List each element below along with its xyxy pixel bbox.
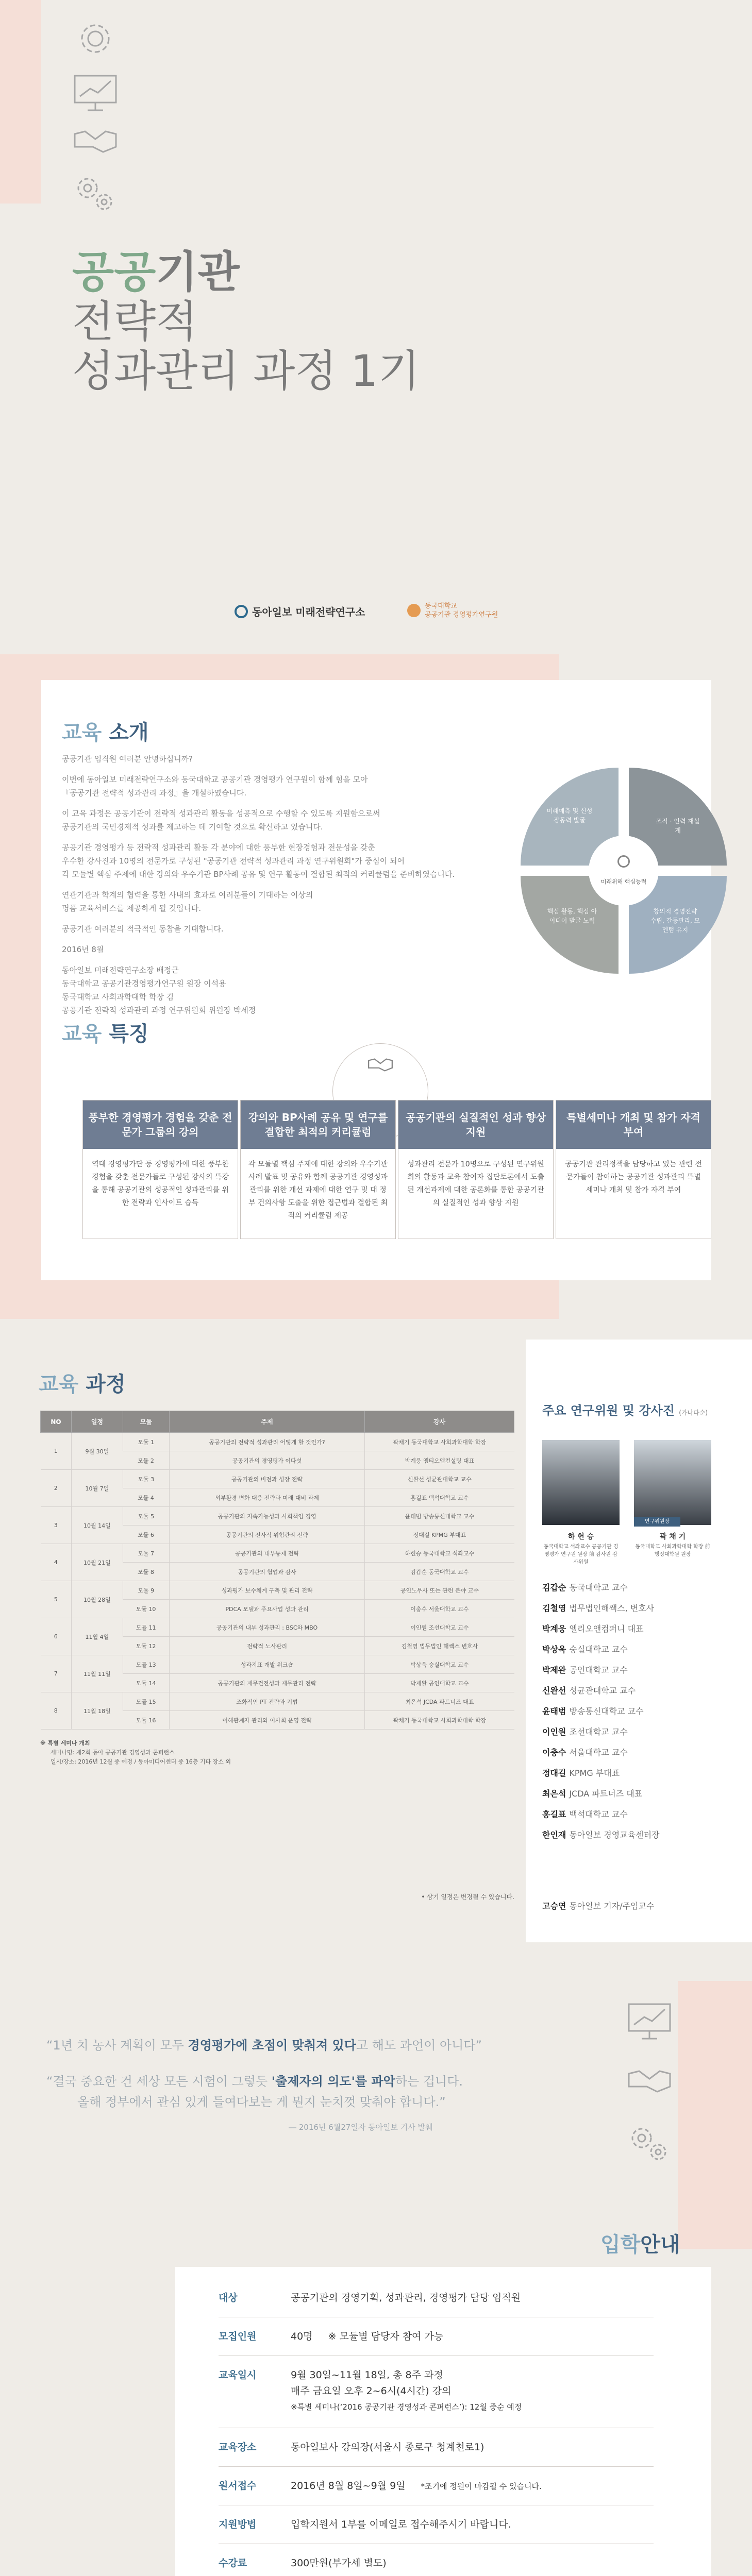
row-no: 4 bbox=[41, 1544, 72, 1581]
faculty-name: 이인원 bbox=[542, 1727, 566, 1737]
row-no: 1 bbox=[41, 1433, 72, 1470]
logo-univ-line1: 동국대학교 bbox=[425, 602, 457, 610]
user-icon bbox=[617, 855, 630, 868]
col-module: 모듈 bbox=[123, 1411, 169, 1433]
row-lecturer: 하헌승 동국대학교 석좌교수 bbox=[365, 1544, 514, 1563]
table-row bbox=[41, 1692, 514, 1711]
faculty-title: KPMG 부대표 bbox=[569, 1768, 620, 1778]
intro-p7: 각 모듈별 핵심 주제에 대한 강의와 우수기관 BP사례 공유 및 연구 활동이 결합된 최적의 커리큘럼을 준비하였습니다. bbox=[62, 870, 455, 879]
course-table-body bbox=[41, 1433, 514, 1730]
intro-card bbox=[41, 680, 711, 1280]
univ-logo-icon bbox=[407, 604, 421, 617]
row-lecturer: 곽채기 동국대학교 사회과학대학 학장 bbox=[365, 1433, 514, 1451]
row-no: 8 bbox=[41, 1692, 72, 1730]
adm-target-k: 대상 bbox=[219, 2292, 238, 2303]
course-table-wrap bbox=[40, 1411, 514, 1901]
row-lecturer: 박상욱 숭실대학교 교수 bbox=[365, 1655, 514, 1674]
intro-p10: 공공기관 여러분의 적극적인 동참을 기대합니다. bbox=[62, 924, 224, 934]
row-module: 모듈 16 bbox=[123, 1711, 169, 1730]
faculty-title: 법무법인해쌕스, 변호사 bbox=[569, 1603, 655, 1613]
intro-p1: 이번에 동아일보 미래전략연구소와 동국대학교 공공기관 경영평가 연구원이 함께 힘을 모아 bbox=[62, 775, 368, 784]
adm-method-k: 지원방법 bbox=[219, 2519, 257, 2530]
quote-2c: 하는 겁니다. bbox=[395, 2074, 463, 2089]
row-lecturer: 김철영 법무법인 해쌕스 변호사 bbox=[365, 1637, 514, 1655]
adm-recruit-k: 모집인원 bbox=[219, 2331, 257, 2342]
faculty-heading bbox=[542, 1400, 708, 1418]
row-lecturer: 공인노무사 또는 관련 분야 교수 bbox=[365, 1581, 514, 1600]
adm-apply-note: *조기에 정원이 마감될 수 있습니다. bbox=[421, 2482, 542, 2491]
faculty-last-title: 동아일보 기자/주임교수 bbox=[569, 1901, 655, 1911]
intro-p5: 공공기관 경영평가 등 전략적 성과관리 활동 각 분야에 대한 풍부한 현장경험과 전문성을 갖춘 bbox=[62, 843, 375, 852]
quadrant-q2: 조직 · 인력 재설계 bbox=[656, 818, 700, 834]
adm-fee-v: 300만원(부가세 별도) bbox=[291, 2557, 387, 2569]
feature-2-body: 각 모듈별 핵심 주제에 대한 강의와 우수기관 사례 발표 및 공유와 함께 공공기관 경영성과 관리를 위한 개선 과제에 대한 연구 및 대 정부 건의사항 도출을 위한 접근법과 결합된 최적의 커리큘럼 제공 bbox=[248, 1160, 388, 1220]
quote-2b: '출제자의 의도'를 파악 bbox=[271, 2074, 395, 2089]
col-date: 일정 bbox=[71, 1411, 123, 1433]
row-module: 모듈 9 bbox=[123, 1581, 169, 1600]
row-no: 3 bbox=[41, 1507, 72, 1544]
faculty-p1-desc: 동국대학교 석좌교수 공공기관 경영평가 연구원 원장 前 감사원 감사위원 bbox=[543, 1544, 619, 1565]
faculty-list-item bbox=[542, 1578, 748, 1598]
row-module: 모듈 11 bbox=[123, 1618, 169, 1637]
quote-2d: 올해 정부에서 관심 있게 들여다보는 게 뭔지 눈치껏 맞춰야 합니다.” bbox=[77, 2095, 446, 2109]
faculty-title: 백석대학교 교수 bbox=[569, 1809, 628, 1819]
course-table-header bbox=[41, 1411, 514, 1433]
faculty-title: 조선대학교 교수 bbox=[569, 1727, 628, 1737]
adm-recruit-note: ※ 모듈별 담당자 참여 가능 bbox=[328, 2331, 444, 2342]
quote-2a: “결국 중요한 건 세상 모든 시험이 그렇듯 bbox=[46, 2074, 272, 2089]
faculty-list-item bbox=[542, 1681, 748, 1701]
row-module: 모듈 15 bbox=[123, 1692, 169, 1711]
row-date: 10월 7일 bbox=[71, 1470, 123, 1507]
feature-card-1 bbox=[82, 1100, 238, 1239]
adm-divider-2 bbox=[219, 2355, 654, 2356]
faculty-name: 박계웅 bbox=[542, 1624, 566, 1634]
faculty-name: 윤태범 bbox=[542, 1706, 566, 1716]
row-topic: 조화적인 PT 전략과 기법 bbox=[169, 1692, 365, 1711]
logo-univ bbox=[407, 602, 498, 619]
row-no: 2 bbox=[41, 1470, 72, 1507]
faculty-list-item bbox=[542, 1742, 748, 1763]
row-no: 5 bbox=[41, 1581, 72, 1618]
quote-1a: “1년 치 농사 계획이 모두 bbox=[46, 2038, 188, 2053]
faculty-title: 방송통신대학교 교수 bbox=[569, 1706, 644, 1716]
feature-card-4 bbox=[556, 1100, 711, 1239]
features-row bbox=[82, 1100, 716, 1240]
row-module: 모듈 8 bbox=[123, 1563, 169, 1581]
row-date: 11월 18일 bbox=[71, 1692, 123, 1730]
row-topic: 전략적 노사관리 bbox=[169, 1637, 365, 1655]
course-table bbox=[40, 1411, 514, 1730]
row-date: 11월 11일 bbox=[71, 1655, 123, 1692]
quote-line-2 bbox=[46, 2071, 639, 2092]
row-topic: 공공기관의 지속가능성과 사회책임 경영 bbox=[169, 1507, 365, 1526]
row-lecturer: 윤태범 방송통신대학교 교수 bbox=[365, 1507, 514, 1526]
hero-title-line1b: 기관 bbox=[156, 247, 240, 297]
handshake-icon bbox=[72, 124, 119, 160]
faculty-heading-text: 주요 연구위원 및 강사진 bbox=[542, 1403, 675, 1418]
quote-1c: 고 해도 과언이 아니다” bbox=[356, 2038, 482, 2053]
gears-icon bbox=[72, 170, 119, 216]
faculty-name: 박제완 bbox=[542, 1665, 566, 1675]
faculty-list-item bbox=[542, 1660, 748, 1681]
course-note-right: • 상기 일정은 변경될 수 있습니다. bbox=[421, 1893, 514, 1901]
quadrant-q3: 창의적 경영전략 수립, 갈등관리, 모멘텀 유지 bbox=[650, 908, 700, 934]
course-note-1: 세미나명: 제2회 동아 공공기관 경영성과 콘퍼런스 bbox=[51, 1749, 175, 1756]
row-topic: PDCA 모델과 주요사업 성과 관리 bbox=[169, 1600, 365, 1618]
row-date: 9월 30일 bbox=[71, 1433, 123, 1470]
feature-1-body: 역대 경영평가단 등 경영평가에 대한 풍부한 경험을 갖춘 전문가들로 구성된 강사의 특강을 통해 공공기관의 성공적인 성과관리를 위한 전략과 인사이트 습득 bbox=[92, 1160, 229, 1207]
admission-heading-a: 입학 bbox=[600, 2233, 641, 2257]
table-row bbox=[41, 1581, 514, 1600]
faculty-list-item bbox=[542, 1763, 748, 1784]
intro-p14: 동국대학교 사회과학대학 학장 김 bbox=[62, 992, 174, 1002]
course-heading-a: 교육 bbox=[39, 1372, 79, 1396]
intro-p13: 동국대학교 공공기관경영평가연구원 원장 이석용 bbox=[62, 979, 226, 988]
faculty-p2-badge: 연구위원장 bbox=[634, 1517, 680, 1527]
intro-heading bbox=[62, 716, 149, 745]
row-module: 모듈 5 bbox=[123, 1507, 169, 1526]
adm-place-v: 동아일보사 강의장(서울시 종로구 청계천로1) bbox=[291, 2442, 484, 2453]
faculty-last-name: 고승연 bbox=[542, 1901, 566, 1911]
faculty-p2-desc: 동국대학교 사회과학대학 학장 前 행정대학원 원장 bbox=[635, 1544, 710, 1557]
faculty-title: 성균관대학교 교수 bbox=[569, 1686, 636, 1696]
intro-p15: 공공기관 전략적 성과관리 과정 연구위원회 위원장 박세정 bbox=[62, 1006, 256, 1015]
hero-peach-band bbox=[0, 0, 41, 204]
row-lecturer: 신완선 성균관대학교 교수 bbox=[365, 1470, 514, 1488]
quadrant-q4: 핵심 활동, 핵심 아이디어 발굴 노력 bbox=[547, 908, 597, 924]
row-topic: 공공기관의 전략적 성과관리 어떻게 할 것인가? bbox=[169, 1433, 365, 1451]
faculty-panel bbox=[526, 1340, 752, 1942]
quadrant-center bbox=[589, 836, 659, 906]
adm-fee-k: 수강료 bbox=[219, 2557, 247, 2569]
feature-card-2 bbox=[240, 1100, 396, 1239]
row-topic: 공공기관의 전사적 위험관리 전략 bbox=[169, 1526, 365, 1544]
row-topic: 외부환경 변화 대응 전략과 미래 대비 과제 bbox=[169, 1488, 365, 1507]
faculty-heading-sub: (가나다순) bbox=[679, 1409, 708, 1416]
intro-p6: 우수한 강사진과 10명의 전문가로 구성된 "공공기관 전략적 성과관리 과정 연구위원회"가 중심이 되어 bbox=[62, 856, 405, 866]
chart-monitor-icon-2 bbox=[626, 2002, 673, 2043]
faculty-name: 한인재 bbox=[542, 1830, 566, 1840]
adm-target-v: 공공기관의 경영기획, 성과관리, 경영평가 담당 임직원 bbox=[291, 2292, 521, 2303]
handshake-center-icon bbox=[365, 1055, 396, 1075]
adm-apply-k: 원서접수 bbox=[219, 2480, 257, 2492]
row-module: 모듈 2 bbox=[123, 1451, 169, 1470]
faculty-p2-name: 곽 채 기 bbox=[659, 1533, 686, 1541]
faculty-title: 동아일보 경영교육센터장 bbox=[569, 1830, 660, 1840]
faculty-list-item bbox=[542, 1825, 748, 1845]
course-note-title: ※ 특별 세미나 개최 bbox=[40, 1740, 90, 1747]
course-heading bbox=[39, 1368, 126, 1397]
faculty-p1-name: 하 헌 승 bbox=[567, 1533, 594, 1541]
row-lecturer: 박제완 공인대학교 교수 bbox=[365, 1674, 514, 1692]
faculty-name: 박상욱 bbox=[542, 1645, 566, 1654]
row-topic: 공공기관의 경영평가 이다섯 bbox=[169, 1451, 365, 1470]
intro-body bbox=[62, 752, 526, 1017]
table-row bbox=[41, 1433, 514, 1451]
row-date: 10월 28일 bbox=[71, 1581, 123, 1618]
row-topic: 공공기관의 비전과 성장 전략 bbox=[169, 1470, 365, 1488]
faculty-name: 김갑순 bbox=[542, 1583, 566, 1592]
row-no: 7 bbox=[41, 1655, 72, 1692]
adm-apply-v: 2016년 8월 8일~9월 9일 bbox=[291, 2480, 406, 2492]
intro-p11: 2016년 8월 bbox=[62, 945, 104, 954]
quadrant-q1: 미래예측 및 신성장동력 발굴 bbox=[546, 807, 593, 824]
faculty-name: 홍길표 bbox=[542, 1809, 566, 1819]
faculty-photo-2 bbox=[634, 1440, 711, 1525]
faculty-list-item bbox=[542, 1722, 748, 1742]
row-lecturer: 정대길 KPMG 부대표 bbox=[365, 1526, 514, 1544]
row-module: 모듈 14 bbox=[123, 1674, 169, 1692]
feature-4-title: 특별세미나 개최 및 참가 자격 부여 bbox=[556, 1100, 711, 1149]
row-lecturer: 박계웅 엠티오엠컨설팅 대표 bbox=[365, 1451, 514, 1470]
row-module: 모듈 10 bbox=[123, 1600, 169, 1618]
row-date: 10월 21일 bbox=[71, 1544, 123, 1581]
hero-title-line3: 성과관리 과정 1기 bbox=[72, 346, 420, 396]
adm-divider-4 bbox=[219, 2466, 654, 2467]
features-heading-b: 특징 bbox=[102, 1022, 149, 1046]
row-topic: 이해관계자 관리와 이사회 운영 전략 bbox=[169, 1711, 365, 1730]
gear-icon bbox=[72, 15, 119, 62]
adm-recruit-v: 40명 bbox=[291, 2331, 313, 2342]
table-row bbox=[41, 1618, 514, 1637]
adm-sched-2: 매주 금요일 오후 2~6시(4시간) 강의 bbox=[291, 2385, 452, 2397]
row-module: 모듈 4 bbox=[123, 1488, 169, 1507]
intro-p8: 연관기관과 학계의 협력을 통한 사내의 효과로 여러분들이 기대하는 이상의 bbox=[62, 890, 313, 900]
row-module: 모듈 7 bbox=[123, 1544, 169, 1563]
faculty-name: 최은석 bbox=[542, 1789, 566, 1799]
faculty-name: 이충수 bbox=[542, 1748, 566, 1757]
row-module: 모듈 6 bbox=[123, 1526, 169, 1544]
features-heading bbox=[62, 1018, 149, 1047]
faculty-photo-1 bbox=[542, 1440, 620, 1525]
feature-4-body: 공공기관 관리정책을 담당하고 있는 관련 전문가들이 참여하는 공공기관 성과관리 특별세미나 개최 및 참가 자격 부여 bbox=[565, 1160, 702, 1194]
col-topic: 주제 bbox=[169, 1411, 365, 1433]
faculty-list-item bbox=[542, 1804, 748, 1825]
table-row bbox=[41, 1507, 514, 1526]
faculty-title: 엘리오앤컴퍼니 대표 bbox=[569, 1624, 644, 1634]
row-topic: 공공기관의 내부 성과관리 : BSC와 MBO bbox=[169, 1618, 365, 1637]
quote-source: ― 2016년 6월27일자 동아일보 기사 발췌 bbox=[289, 2123, 433, 2132]
intro-heading-b: 소개 bbox=[102, 721, 149, 744]
faculty-list-item bbox=[542, 1619, 748, 1639]
intro-heading-a: 교육 bbox=[62, 721, 102, 744]
row-topic: 성과평가 보수체계 구축 및 관리 전략 bbox=[169, 1581, 365, 1600]
intro-p12: 동아일보 미래전략연구소장 배정근 bbox=[62, 965, 179, 975]
faculty-name: 김철영 bbox=[542, 1603, 566, 1613]
quadrant-center-label: 미래위해 핵심능력 bbox=[600, 878, 647, 885]
course-note bbox=[40, 1739, 514, 1767]
features-heading-a: 교육 bbox=[62, 1022, 102, 1046]
adm-sched-1: 9월 30일~11월 18일, 총 8주 과정 bbox=[291, 2369, 443, 2381]
hero-title-line1a: 공공 bbox=[72, 247, 156, 297]
intro-p2: 『공공기관 전략적 성과관리 과정』을 개설하였습니다. bbox=[62, 788, 247, 798]
donga-logo-icon bbox=[235, 605, 248, 618]
row-no: 6 bbox=[41, 1618, 72, 1655]
quote-1b: 경영평가에 초점이 맞춰져 있다 bbox=[188, 2038, 356, 2053]
feature-2-title: 강의와 BP사례 공유 및 연구를 결합한 최적의 커리큘럼 bbox=[241, 1100, 395, 1149]
admission-heading-b: 안내 bbox=[640, 2233, 680, 2257]
table-row bbox=[41, 1470, 514, 1488]
handshake-icon-2 bbox=[626, 2063, 673, 2099]
faculty-title: 공인대학교 교수 bbox=[569, 1665, 628, 1675]
row-lecturer: 이충수 서울대학교 교수 bbox=[365, 1600, 514, 1618]
row-topic: 성과지표 개발 워크숍 bbox=[169, 1655, 365, 1674]
row-module: 모듈 12 bbox=[123, 1637, 169, 1655]
row-module: 모듈 13 bbox=[123, 1655, 169, 1674]
quote-line-1 bbox=[46, 2035, 639, 2056]
quadrant-svg bbox=[518, 765, 729, 976]
faculty-name: 신완선 bbox=[542, 1686, 566, 1696]
faculty-title: 서울대학교 교수 bbox=[569, 1748, 628, 1757]
row-date: 11월 4일 bbox=[71, 1618, 123, 1655]
faculty-list-item bbox=[542, 1639, 748, 1660]
row-lecturer: 최은석 JCDA 파트너즈 대표 bbox=[365, 1692, 514, 1711]
adm-method-v: 입학지원서 1부를 이메일로 접수해주시기 바랍니다. bbox=[291, 2519, 511, 2530]
faculty-title: 동국대학교 교수 bbox=[569, 1583, 628, 1592]
adm-sched-3: ※특별 세미나(‘2016 공공기관 경영성과 콘퍼런스’): 12월 중순 예정 bbox=[291, 2402, 522, 2412]
adm-place-k: 교육장소 bbox=[219, 2442, 257, 2453]
row-topic: 공공기관의 내부통제 전략 bbox=[169, 1544, 365, 1563]
row-lecturer: 곽채기 동국대학교 사회과학대학 학장 bbox=[365, 1711, 514, 1730]
course-note-2: 일시/장소: 2016년 12월 중 예정 / 동아미디어센터 중 16층 기타 장소 외 bbox=[51, 1758, 231, 1765]
faculty-name: 정대길 bbox=[542, 1768, 566, 1778]
col-lecturer: 강사 bbox=[365, 1411, 514, 1433]
faculty-list-item bbox=[542, 1784, 748, 1804]
logo-donga bbox=[235, 604, 365, 619]
feature-3-title: 공공기관의 실질적인 성과 향상 지원 bbox=[398, 1100, 553, 1149]
row-module: 모듈 1 bbox=[123, 1433, 169, 1451]
course-heading-b: 과정 bbox=[78, 1372, 126, 1396]
table-row bbox=[41, 1655, 514, 1674]
row-lecturer: 홍길표 백석대학교 교수 bbox=[365, 1488, 514, 1507]
row-topic: 공공기관의 협업과 감사 bbox=[169, 1563, 365, 1581]
logo-univ-line2: 공공기관 경영평가연구원 bbox=[425, 611, 498, 619]
feature-1-title: 풍부한 경영평가 경험을 갖춘 전문가 그룹의 강의 bbox=[83, 1100, 238, 1149]
intro-p0: 공공기관 임직원 여러분 안녕하십니까? bbox=[62, 754, 193, 764]
intro-p4: 공공기관의 국민경제적 성과를 제고하는 데 기여할 것으로 확신하고 있습니다. bbox=[62, 822, 323, 832]
intro-p9: 명품 교육서비스를 제공하게 될 것입니다. bbox=[62, 904, 202, 913]
quadrant-diagram bbox=[518, 765, 729, 976]
faculty-last bbox=[542, 1896, 654, 1917]
hero-title bbox=[72, 247, 420, 396]
row-lecturer: 김갑순 동국대학교 교수 bbox=[365, 1563, 514, 1581]
quote-side-strip bbox=[678, 1981, 752, 2249]
faculty-list bbox=[542, 1578, 748, 1845]
row-lecturer: 이인원 조선대학교 교수 bbox=[365, 1618, 514, 1637]
row-topic: 공공기관의 재무건전성과 재무관리 전략 bbox=[169, 1674, 365, 1692]
row-date: 10월 14일 bbox=[71, 1507, 123, 1544]
faculty-list-item bbox=[542, 1598, 748, 1619]
faculty-title: JCDA 파트너즈 대표 bbox=[569, 1789, 643, 1799]
table-row bbox=[41, 1544, 514, 1563]
faculty-title: 숭실대학교 교수 bbox=[569, 1645, 628, 1654]
logo-donga-text: 동아일보 미래전략연구소 bbox=[252, 606, 365, 618]
quote-icon-column bbox=[626, 2002, 678, 2218]
chart-monitor-icon bbox=[72, 73, 119, 114]
feature-3-body: 성과관리 전문가 10명으로 구성된 연구위원회의 활동과 교육 참여자 집단토론에서 도출된 개선과제에 대한 공론화를 통한 공공기관의 실질적인 성과 향상 지원 bbox=[407, 1160, 544, 1207]
row-module: 모듈 3 bbox=[123, 1470, 169, 1488]
feature-card-3 bbox=[398, 1100, 554, 1239]
col-no: NO bbox=[41, 1411, 72, 1433]
gears-icon-2 bbox=[626, 2120, 673, 2166]
quote-block bbox=[46, 2035, 639, 2132]
adm-sched-k: 교육일시 bbox=[219, 2369, 257, 2381]
intro-p3: 이 교육 과정은 공공기관이 전략적 성과관리 활동을 성공적으로 수행할 수 있도록 지원함으로써 bbox=[62, 809, 380, 818]
faculty-list-item bbox=[542, 1701, 748, 1722]
hero-title-line2: 전략적 bbox=[72, 296, 198, 347]
admission-heading bbox=[600, 2228, 680, 2258]
